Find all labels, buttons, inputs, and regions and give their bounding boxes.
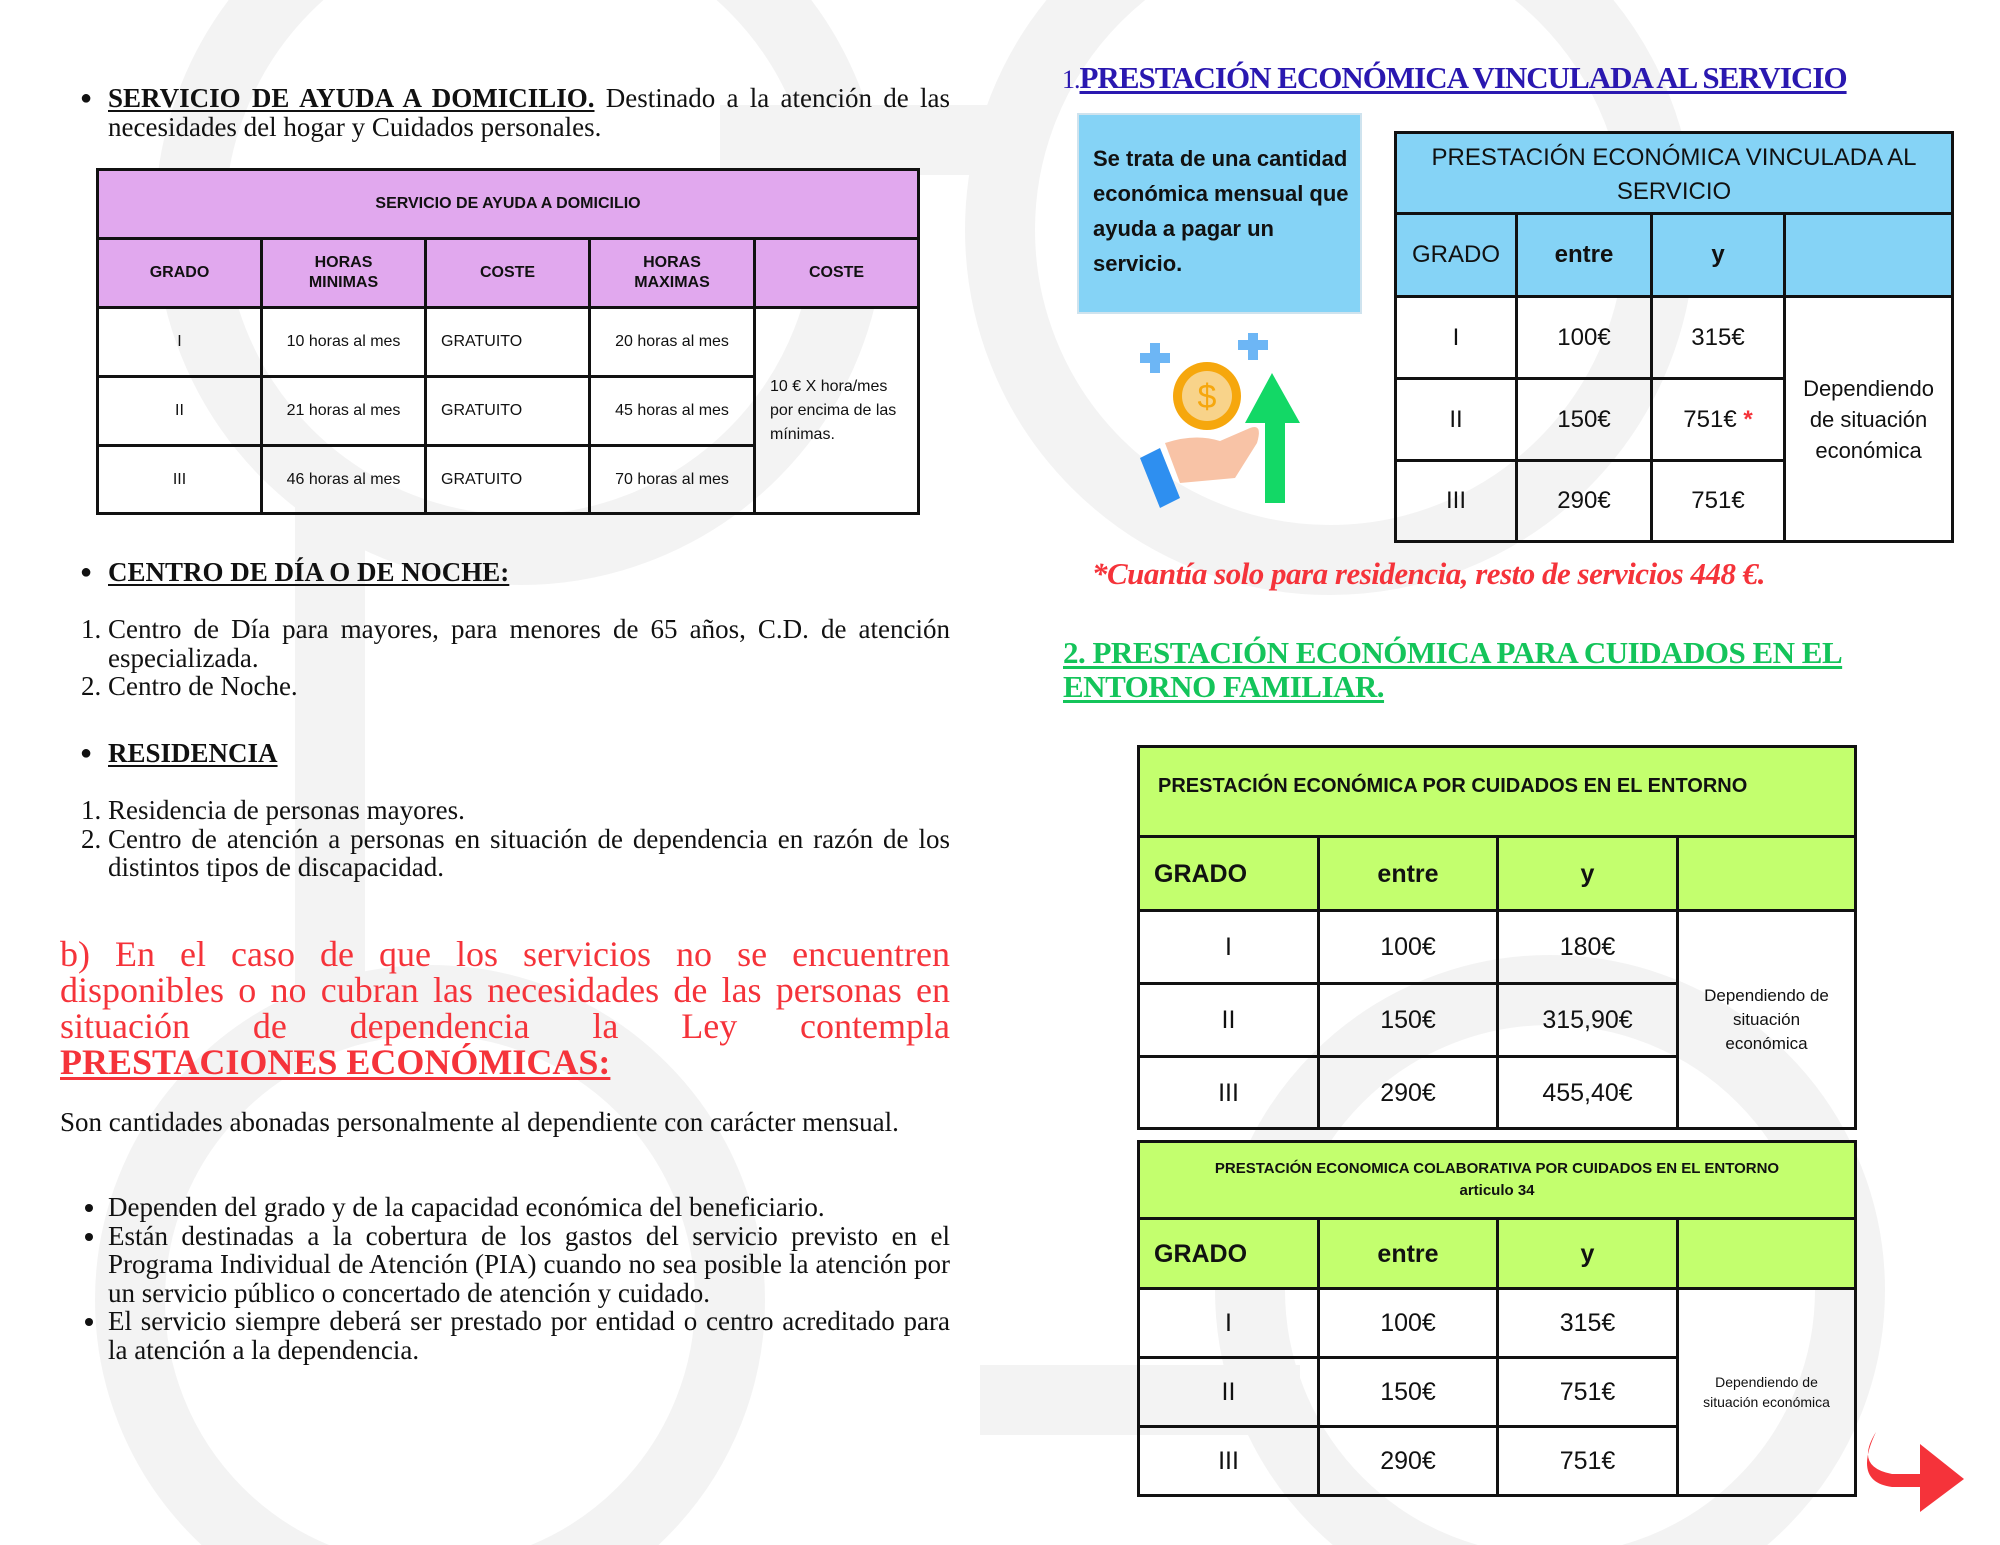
cell-horas-min: 10 horas al mes <box>262 308 426 377</box>
table-subtitle: articulo 34 <box>1459 1182 1535 1199</box>
header-grado: GRADO <box>1139 1219 1319 1289</box>
cell-y: 751€ <box>1498 1358 1678 1427</box>
header-grado: GRADO <box>1396 214 1517 297</box>
section-ayuda-domicilio <box>108 84 950 141</box>
cell-horas-min: 46 horas al mes <box>262 446 426 514</box>
table-row <box>1139 1289 1856 1358</box>
cell-horas-max: 45 horas al mes <box>590 377 755 446</box>
cell-horas-max: 20 horas al mes <box>590 308 755 377</box>
header-coste-extra: COSTE <box>755 239 919 308</box>
table-title: PRESTACIÓN ECONÓMICA POR CUIDADOS EN EL ENTORNO <box>1139 747 1856 837</box>
header-y: y <box>1652 214 1785 297</box>
section-text: Destinado a la atención de las necesidades del hogar y Cuidados personales. <box>108 83 950 142</box>
cell-y: 751€ <box>1498 1427 1678 1496</box>
table-row <box>98 308 919 377</box>
table-title-text: PRESTACIÓN ECONOMICA COLABORATIVA POR CUIDADOS EN EL ENTORNO <box>1214 1160 1780 1177</box>
cell-grado: III <box>1396 461 1517 542</box>
section-title: SERVICIO DE AYUDA A DOMICILIO. <box>108 83 595 113</box>
cell-note: Dependiendo de situación económica <box>1678 911 1856 1129</box>
list-item: 1. Centro de Día para mayores, para menores de 65 años, C.D. de atención especializada. <box>108 615 950 672</box>
header-entre: entre <box>1319 1219 1498 1289</box>
header-y: y <box>1498 837 1678 911</box>
cell-grado: III <box>1139 1427 1319 1496</box>
prestaciones-intro <box>60 936 950 1080</box>
cell-entre: 150€ <box>1319 984 1498 1057</box>
asterisk-mark: * <box>1743 405 1753 433</box>
table-ayuda-domicilio <box>96 168 920 515</box>
table-row <box>1139 911 1856 984</box>
hand-coin-arrow-up-icon <box>1135 333 1305 508</box>
cell-y: 315€ <box>1652 297 1785 379</box>
cell-coste-extra: 10 € X hora/mes por encima de las mínimas. <box>755 308 919 514</box>
table-title <box>1139 1142 1856 1219</box>
curved-arrow-right-icon[interactable] <box>1862 1432 1967 1512</box>
section-title: RESIDENCIA <box>108 738 278 768</box>
cell-entre: 100€ <box>1319 911 1498 984</box>
section-centro-dia-title <box>108 558 509 587</box>
cell-grado: III <box>98 446 262 514</box>
cell-grado: II <box>1139 1358 1319 1427</box>
heading-number: 1. <box>1062 65 1080 94</box>
list-item: • Dependen del grado y de la capacidad económica del beneficiario. <box>108 1193 950 1222</box>
cell-y: 180€ <box>1498 911 1678 984</box>
cell-coste: GRATUITO <box>426 377 590 446</box>
cell-y-value: 751€ <box>1683 405 1737 433</box>
cell-grado: I <box>1396 297 1517 379</box>
svg-text:$: $ <box>1197 378 1217 416</box>
centro-dia-list <box>108 615 950 701</box>
list-item: • Están destinadas a la cobertura de los gastos del servicio previsto en el Programa Individual de Atención (PIA) cuando no sea posible la atención por un servicio público o concertado de atención y cuidado. <box>108 1222 950 1308</box>
list-item: • El servicio siempre deberá ser prestado por entidad o centro acreditado para la atención a la dependencia. <box>108 1307 950 1364</box>
cell-y: 315€ <box>1498 1289 1678 1358</box>
list-item: 2. Centro de Noche. <box>108 672 950 701</box>
header-entre: entre <box>1319 837 1498 911</box>
cell-grado: II <box>98 377 262 446</box>
bullet-icon: ● <box>80 87 93 109</box>
header-empty <box>1678 1219 1856 1289</box>
cell-entre: 100€ <box>1517 297 1652 379</box>
header-grado: GRADO <box>98 239 262 308</box>
cell-coste: GRATUITO <box>426 446 590 514</box>
cell-entre: 290€ <box>1319 1427 1498 1496</box>
cell-entre: 100€ <box>1319 1289 1498 1358</box>
cell-entre: 150€ <box>1517 379 1652 461</box>
paragraph-cantidades: Son cantidades abonadas personalmente al dependiente con carácter mensual. <box>60 1107 899 1137</box>
info-box: Se trata de una cantidad económica mensual que ayuda a pagar un servicio. <box>1077 113 1362 314</box>
section-residencia-title <box>108 739 278 768</box>
cell-entre: 290€ <box>1319 1057 1498 1129</box>
cell-grado: II <box>1139 984 1319 1057</box>
table-title: PRESTACIÓN ECONÓMICA VINCULADA AL SERVICIO <box>1396 133 1953 214</box>
table-title: SERVICIO DE AYUDA A DOMICILIO <box>98 170 919 239</box>
header-entre: entre <box>1517 214 1652 297</box>
heading-text: PRESTACIÓN ECONÓMICA VINCULADA AL SERVICIO <box>1079 60 1847 95</box>
cell-y: 315,90€ <box>1498 984 1678 1057</box>
cell-y: 455,40€ <box>1498 1057 1678 1129</box>
section-title: CENTRO DE DÍA O DE NOCHE: <box>108 557 510 587</box>
cell-grado: I <box>98 308 262 377</box>
cell-entre: 150€ <box>1319 1358 1498 1427</box>
heading-entorno: 2. PRESTACIÓN ECONÓMICA PARA CUIDADOS EN EL ENTORNO FAMILIAR. <box>1063 635 1843 704</box>
residencia-list <box>108 796 950 882</box>
cell-horas-min: 21 horas al mes <box>262 377 426 446</box>
list-item: 1. Residencia de personas mayores. <box>108 796 950 825</box>
cell-grado: II <box>1396 379 1517 461</box>
bullet-icon: ● <box>80 742 93 764</box>
cell-entre: 290€ <box>1517 461 1652 542</box>
list-item: 2. Centro de atención a personas en situación de dependencia en razón de los distintos tipos de discapacidad. <box>108 825 950 882</box>
cell-grado: III <box>1139 1057 1319 1129</box>
header-empty <box>1678 837 1856 911</box>
header-horas-maximas: HORAS MAXIMAS <box>590 239 755 308</box>
cell-grado: I <box>1139 1289 1319 1358</box>
table-entorno <box>1137 745 1857 1130</box>
table-colaborativa <box>1137 1140 1857 1497</box>
table-row <box>1396 297 1953 379</box>
cell-y <box>1652 379 1785 461</box>
cell-grado: I <box>1139 911 1319 984</box>
header-y: y <box>1498 1219 1678 1289</box>
cell-y: 751€ <box>1652 461 1785 542</box>
prestaciones-bullets <box>108 1193 950 1364</box>
header-grado: GRADO <box>1139 837 1319 911</box>
heading-vinculada <box>1062 60 1847 96</box>
header-coste: COSTE <box>426 239 590 308</box>
cell-note: Dependiendo de situación económica <box>1678 1289 1856 1496</box>
header-empty <box>1785 214 1953 297</box>
footnote: *Cuantía solo para residencia, resto de servicios 448 €. <box>1092 556 1765 591</box>
intro-text: b) En el caso de que los servicios no se encuentren disponibles o no cubran las necesidades de las personas en situación de dependencia la Ley contempla <box>60 934 950 1046</box>
cell-coste: GRATUITO <box>426 308 590 377</box>
bullet-icon: ● <box>80 561 93 583</box>
table-vinculada <box>1394 131 1954 543</box>
cell-note: Dependiendo de situación económica <box>1785 297 1953 542</box>
cell-horas-max: 70 horas al mes <box>590 446 755 514</box>
intro-emphasis: PRESTACIONES ECONÓMICAS: <box>60 1042 611 1082</box>
header-horas-minimas: HORAS MINIMAS <box>262 239 426 308</box>
